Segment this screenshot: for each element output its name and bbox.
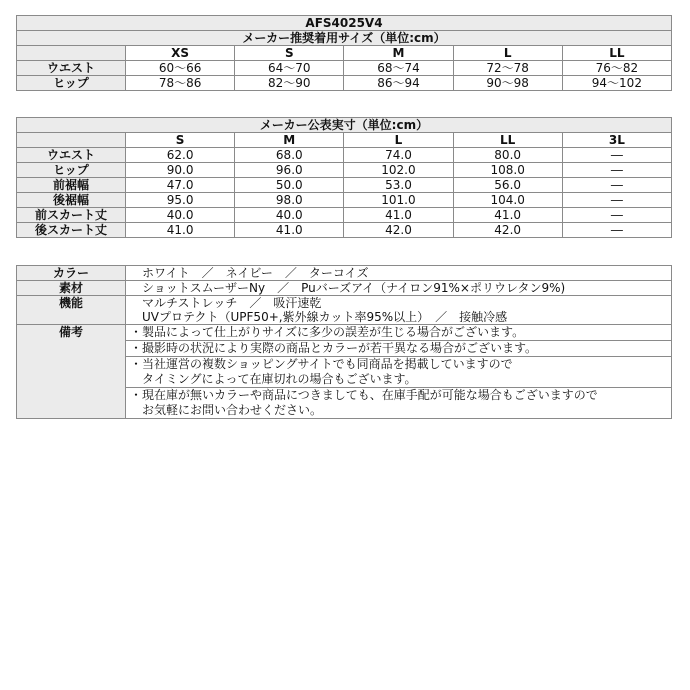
color-label: カラー bbox=[17, 266, 126, 281]
size-header: L bbox=[344, 133, 453, 148]
size-header: LL bbox=[562, 46, 671, 61]
actual-size-title: メーカー公表実寸（単位:cm） bbox=[17, 118, 672, 133]
table-cell: 40.0 bbox=[126, 208, 235, 223]
table-row bbox=[17, 178, 672, 193]
row-label: 前裾幅 bbox=[17, 178, 126, 193]
note-item bbox=[126, 357, 672, 388]
size-header: XS bbox=[126, 46, 235, 61]
material-value: ショットスムーザーNy ／ Puバーズアイ（ナイロン91%×ポリウレタン9%) bbox=[126, 281, 672, 296]
table-cell: 50.0 bbox=[235, 178, 344, 193]
note-line: ・撮影時の状況により実際の商品とカラーが若干異なる場合がございます。 bbox=[130, 341, 538, 355]
size-header: S bbox=[126, 133, 235, 148]
size-header: M bbox=[344, 46, 453, 61]
table-row bbox=[17, 163, 672, 178]
corner-cell bbox=[17, 133, 126, 148]
table-cell: ― bbox=[562, 223, 671, 238]
table-cell: 68〜74 bbox=[344, 61, 453, 76]
table-cell: 42.0 bbox=[344, 223, 453, 238]
note-line: お気軽にお問い合わせください。 bbox=[130, 403, 323, 417]
table-cell: 41.0 bbox=[453, 208, 562, 223]
table-cell: ― bbox=[562, 208, 671, 223]
table-cell: 40.0 bbox=[235, 208, 344, 223]
row-label: 後スカート丈 bbox=[17, 223, 126, 238]
table-row bbox=[17, 281, 672, 296]
corner-cell bbox=[17, 46, 126, 61]
table-cell: 90〜98 bbox=[453, 76, 562, 91]
table-cell: 108.0 bbox=[453, 163, 562, 178]
table-cell: 104.0 bbox=[453, 193, 562, 208]
table-row bbox=[17, 223, 672, 238]
note-item bbox=[126, 325, 672, 341]
note-line: ・当社運営の複数ショッピングサイトでも同商品を掲載していますので bbox=[130, 357, 513, 371]
table-cell: ― bbox=[562, 193, 671, 208]
table-row bbox=[17, 76, 672, 91]
table-row bbox=[17, 325, 672, 341]
color-value: ホワイト ／ ネイビー ／ ターコイズ bbox=[126, 266, 672, 281]
notes-label: 備考 bbox=[17, 325, 126, 419]
table-cell: 60〜66 bbox=[126, 61, 235, 76]
table-cell: 76〜82 bbox=[562, 61, 671, 76]
table-cell: 101.0 bbox=[344, 193, 453, 208]
row-label: 前スカート丈 bbox=[17, 208, 126, 223]
table-cell: 78〜86 bbox=[126, 76, 235, 91]
table-cell: 62.0 bbox=[126, 148, 235, 163]
table-cell: 96.0 bbox=[235, 163, 344, 178]
table-cell: 82〜90 bbox=[235, 76, 344, 91]
function-line: マルチストレッチ ／ 吸汗速乾 bbox=[142, 296, 322, 310]
row-label: ヒップ bbox=[17, 76, 126, 91]
table-cell: 56.0 bbox=[453, 178, 562, 193]
table-cell: 86〜94 bbox=[344, 76, 453, 91]
product-info-table bbox=[16, 265, 672, 419]
note-item bbox=[126, 341, 672, 357]
table-cell: 41.0 bbox=[126, 223, 235, 238]
table-cell: 98.0 bbox=[235, 193, 344, 208]
table-row bbox=[17, 61, 672, 76]
table-cell: 95.0 bbox=[126, 193, 235, 208]
size-header: LL bbox=[453, 133, 562, 148]
function-label: 機能 bbox=[17, 296, 126, 325]
table-row bbox=[17, 296, 672, 325]
table-cell: ― bbox=[562, 163, 671, 178]
table-cell: 42.0 bbox=[453, 223, 562, 238]
row-label: ウエスト bbox=[17, 61, 126, 76]
actual-size-table bbox=[16, 117, 672, 238]
function-line: UVプロテクト（UPF50+,紫外線カット率95%以上） ／ 接触冷感 bbox=[142, 310, 508, 324]
table-cell: 68.0 bbox=[235, 148, 344, 163]
note-line: タイミングによって在庫切れの場合もございます。 bbox=[130, 372, 417, 386]
material-label: 素材 bbox=[17, 281, 126, 296]
table-cell: 72〜78 bbox=[453, 61, 562, 76]
function-value bbox=[126, 296, 672, 325]
size-header: 3L bbox=[562, 133, 671, 148]
table-cell: ― bbox=[562, 148, 671, 163]
table-cell: 102.0 bbox=[344, 163, 453, 178]
table-row bbox=[17, 208, 672, 223]
table-cell: 64〜70 bbox=[235, 61, 344, 76]
table-cell: 41.0 bbox=[344, 208, 453, 223]
product-code: AFS4025V4 bbox=[17, 16, 672, 31]
note-line: ・製品によって仕上がりサイズに多少の誤差が生じる場合がございます。 bbox=[130, 325, 525, 339]
row-label: 後裾幅 bbox=[17, 193, 126, 208]
table-row bbox=[17, 148, 672, 163]
table-row bbox=[17, 266, 672, 281]
row-label: ヒップ bbox=[17, 163, 126, 178]
size-header: S bbox=[235, 46, 344, 61]
table-cell: 90.0 bbox=[126, 163, 235, 178]
table-row bbox=[17, 193, 672, 208]
table-cell: 80.0 bbox=[453, 148, 562, 163]
table-cell: 74.0 bbox=[344, 148, 453, 163]
recommended-size-title: メーカー推奨着用サイズ（単位:cm） bbox=[17, 31, 672, 46]
table-cell: 94〜102 bbox=[562, 76, 671, 91]
note-line: ・現在庫が無いカラーや商品につきましても、在庫手配が可能な場合もございますので bbox=[130, 388, 598, 402]
row-label: ウエスト bbox=[17, 148, 126, 163]
table-cell: 47.0 bbox=[126, 178, 235, 193]
table-cell: ― bbox=[562, 178, 671, 193]
table-cell: 41.0 bbox=[235, 223, 344, 238]
note-item bbox=[126, 388, 672, 419]
size-header: M bbox=[235, 133, 344, 148]
table-cell: 53.0 bbox=[344, 178, 453, 193]
size-header: L bbox=[453, 46, 562, 61]
recommended-size-table bbox=[16, 15, 672, 91]
